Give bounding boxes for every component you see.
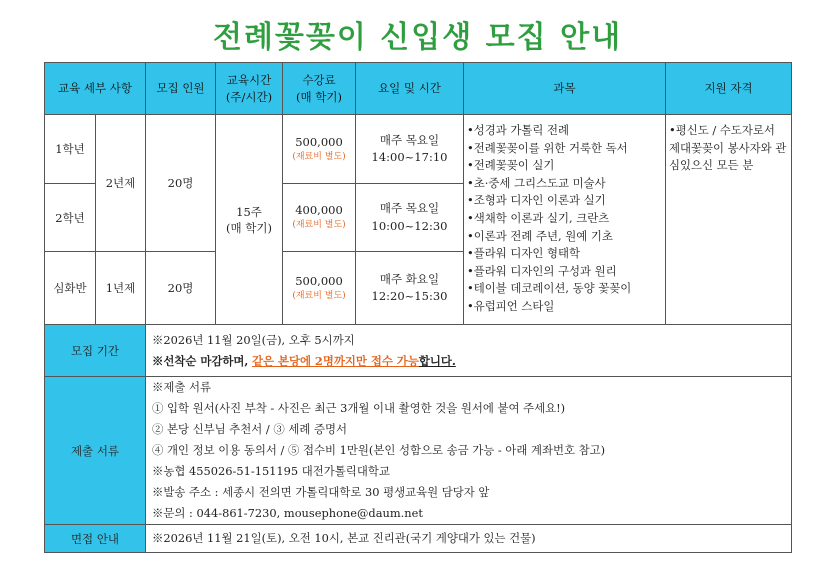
header-hours-line1: 교육시간 (226, 73, 272, 88)
level-label: 1학년 (45, 115, 96, 184)
hours-line1: 15주 (236, 204, 262, 219)
qualification-cell (666, 115, 792, 325)
period-label: 모집 기간 (45, 325, 146, 377)
header-hours (216, 63, 283, 115)
period-info (146, 325, 792, 377)
course-item: •초·중세 그리스도교 미술사 (467, 175, 606, 190)
course-item: •전례꽃꽂이를 위한 거룩한 독서 (467, 140, 628, 155)
document-line: ② 본당 신부님 추천서 / ③ 세례 증명서 (152, 422, 348, 436)
level-label: 심화반 (45, 252, 96, 325)
table-row (45, 115, 792, 184)
header-fee-line2: (매 학기) (296, 89, 342, 104)
schedule-time: 14:00~17:10 (371, 150, 448, 164)
schedule-cell (356, 252, 464, 325)
fee-amount: 500,000 (295, 134, 343, 149)
document-line: ① 입학 원서(사진 부착 - 사진은 최근 3개월 이내 촬영한 것을 원서에 붙여 주세요!) (152, 401, 566, 415)
course-item: •이론과 전례 주년, 원예 기초 (467, 228, 613, 243)
schedule-day: 매주 목요일 (379, 132, 440, 147)
documents-row (45, 377, 792, 525)
page-title: 전례꽃꽂이 신입생 모집 안내 (212, 20, 623, 55)
course-item: •성경과 가톨릭 전례 (467, 123, 569, 137)
interview-row (45, 525, 792, 553)
course-item: •플라워 디자인 형태학 (467, 246, 580, 261)
document-line: ※제출 서류 (152, 380, 212, 394)
regular-count: 20명 (146, 115, 216, 252)
regular-duration: 2년제 (96, 115, 146, 252)
documents-info (146, 377, 792, 525)
schedule-time: 10:00~12:30 (371, 218, 448, 233)
interview-label: 면접 안내 (45, 525, 146, 553)
header-fee (283, 63, 356, 115)
schedule-day: 매주 화요일 (379, 271, 440, 286)
schedule-cell (356, 184, 464, 252)
courses-list (464, 115, 666, 325)
header-qualification: 지원 자격 (666, 63, 792, 115)
fee-cell (283, 184, 356, 252)
course-item: •유럽피언 스타일 (467, 298, 555, 313)
document-line: ※농협 455026-51-151195 대전가톨릭대학교 (152, 464, 390, 478)
period-line1: ※2026년 11월 20일(금), 오후 5시까지 (152, 332, 355, 347)
fee-cell (283, 115, 356, 184)
course-item: •조형과 디자인 이론과 실기 (467, 193, 606, 208)
education-hours (216, 115, 283, 325)
recruitment-table (44, 62, 792, 553)
document-line: ※문의 : 044-861-7230, mousephone@daum.net (152, 506, 423, 520)
schedule-time: 12:20~15:30 (371, 289, 448, 303)
header-row (45, 63, 792, 115)
schedule-day: 매주 목요일 (379, 201, 440, 216)
period-limit: 같은 본당에 2명까지만 접수 가능 (251, 353, 419, 368)
advanced-count: 20명 (146, 252, 216, 325)
period-row (45, 325, 792, 377)
header-courses: 과목 (464, 63, 666, 115)
header-recruit: 모집 인원 (146, 63, 216, 115)
qualification-text: •평신도 / 수도자로서 제대꽃꽂이 봉사자와 관심있으신 모든 분 (669, 123, 787, 173)
schedule-cell (356, 115, 464, 184)
fee-note: (재료비 별도) (292, 220, 346, 231)
period-end: 합니다. (418, 353, 456, 368)
header-detail: 교육 세부 사항 (45, 63, 146, 115)
level-label: 2학년 (45, 184, 96, 252)
header-hours-line2: (주/시간) (225, 89, 273, 104)
course-item: •색채학 이론과 실기, 크란츠 (467, 210, 610, 225)
fee-cell (283, 252, 356, 325)
document-line: ※발송 주소 : 세종시 전의면 가톨릭대학로 30 평생교육원 담당자 앞 (152, 485, 490, 499)
interview-info: ※2026년 11월 21일(토), 오전 10시, 본교 진리관(국기 게양대가 있는 건물) (146, 525, 792, 553)
period-note: ※선착순 마감하며, (152, 353, 249, 368)
course-item: •전례꽃꽂이 실기 (467, 158, 555, 173)
document-line: ④ 개인 정보 이용 동의서 / ⑤ 접수비 1만원(본인 성함으로 송금 가능 - 아래 계좌번호 참고) (152, 443, 606, 457)
period-line2 (152, 351, 791, 372)
header-fee-line1: 수강료 (302, 73, 336, 88)
fee-amount: 500,000 (295, 273, 343, 288)
header-schedule: 요일 및 시간 (356, 63, 464, 115)
course-item: •플라워 디자인의 구성과 원리 (467, 263, 617, 278)
fee-note: (재료비 별도) (292, 151, 346, 162)
hours-line2: (매 학기) (226, 220, 272, 235)
course-item: •테이블 데코레이션, 동양 꽃꽂이 (467, 281, 632, 296)
fee-amount: 400,000 (295, 203, 343, 218)
advanced-duration: 1년제 (96, 252, 146, 325)
documents-label: 제출 서류 (45, 377, 146, 525)
fee-note: (재료비 별도) (292, 290, 346, 301)
